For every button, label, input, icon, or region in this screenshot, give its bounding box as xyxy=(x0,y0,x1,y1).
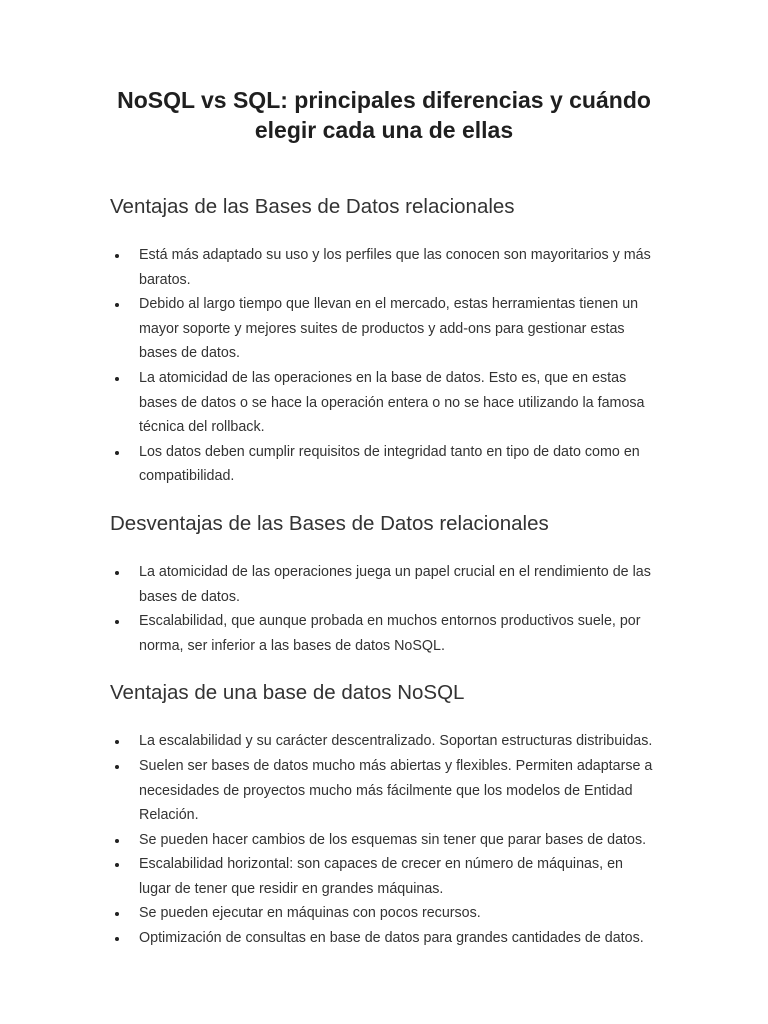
document-title-line-1: NoSQL vs SQL: principales diferencias y cuándo xyxy=(117,87,651,113)
list-item xyxy=(110,609,658,658)
document-title xyxy=(110,85,658,145)
bullet-icon xyxy=(115,839,119,843)
bullet-icon xyxy=(115,863,119,867)
list-item-text: Escalabilidad, que aunque probada en muchos entornos productivos suele, por norma, ser inferior a las bases de datos NoSQL. xyxy=(139,613,641,654)
list-item xyxy=(110,852,658,901)
list-item-text: Se pueden ejecutar en máquinas con pocos recursos. xyxy=(139,905,481,922)
list-item-text: Los datos deben cumplir requisitos de integridad tanto en tipo de dato como en compatibilidad. xyxy=(139,443,640,485)
section-heading-desventajas-relacionales: Desventajas de las Bases de Datos relacionales xyxy=(110,511,549,535)
bullet-icon xyxy=(115,254,119,258)
list-item xyxy=(110,828,658,853)
list-item-text: La escalabilidad y su carácter descentralizado. Soportan estructuras distribuidas. xyxy=(139,733,653,750)
bullet-icon xyxy=(115,765,119,769)
list-item xyxy=(110,729,658,754)
section-heading-ventajas-relacionales: Ventajas de las Bases de Datos relacionales xyxy=(110,195,515,218)
bullet-icon xyxy=(115,303,119,307)
bullet-icon xyxy=(115,377,119,381)
list-item-text: La atomicidad de las operaciones en la base de datos. Esto es, que en estas bases de datos o se hace la operación entera o no se hace utilizando la famosa técnica del rollback. xyxy=(139,369,645,436)
bullet-icon xyxy=(115,451,119,455)
list-item xyxy=(110,560,658,609)
bullet-list-ventajas-nosql xyxy=(110,729,658,950)
list-item-text: Suelen ser bases de datos mucho más abiertas y flexibles. Permiten adaptarse a necesidades de proyectos mucho más fácilmente que los modelos de Entidad Relación. xyxy=(139,757,653,824)
bullet-icon xyxy=(115,571,119,575)
list-item-text: La atomicidad de las operaciones juega un papel crucial en el rendimiento de las bases de datos. xyxy=(139,563,651,605)
bullet-icon xyxy=(115,620,119,624)
list-item-text: Está más adaptado su uso y los perfiles que las conocen son mayoritarios y más baratos. xyxy=(139,247,651,288)
list-item xyxy=(110,440,658,489)
list-item-text: Debido al largo tiempo que llevan en el mercado, estas herramientas tienen un mayor soporte y mejores suites de productos y add-ons para gestionar estas bases de datos. xyxy=(139,296,639,362)
bullet-list-desventajas-relacionales xyxy=(110,560,658,658)
list-item xyxy=(110,243,658,292)
list-item xyxy=(110,754,658,828)
list-item xyxy=(110,926,658,951)
document-title-line-2: elegir cada una de ellas xyxy=(254,117,514,143)
bullet-icon xyxy=(115,740,119,744)
bullet-icon xyxy=(115,912,119,916)
list-item xyxy=(110,901,658,926)
bullet-list-ventajas-relacionales xyxy=(110,243,658,489)
list-item-text: Escalabilidad horizontal: son capaces de crecer en número de máquinas, en lugar de tener que residir en grandes máquinas. xyxy=(139,856,623,897)
list-item xyxy=(110,366,658,440)
section-heading-ventajas-nosql: Ventajas de una base de datos NoSQL xyxy=(110,681,465,705)
bullet-icon xyxy=(115,937,119,941)
list-item xyxy=(110,292,658,366)
list-item-text: Se pueden hacer cambios de los esquemas sin tener que parar bases de datos. xyxy=(139,831,647,848)
list-item-text: Optimización de consultas en base de datos para grandes cantidades de datos. xyxy=(139,930,644,947)
